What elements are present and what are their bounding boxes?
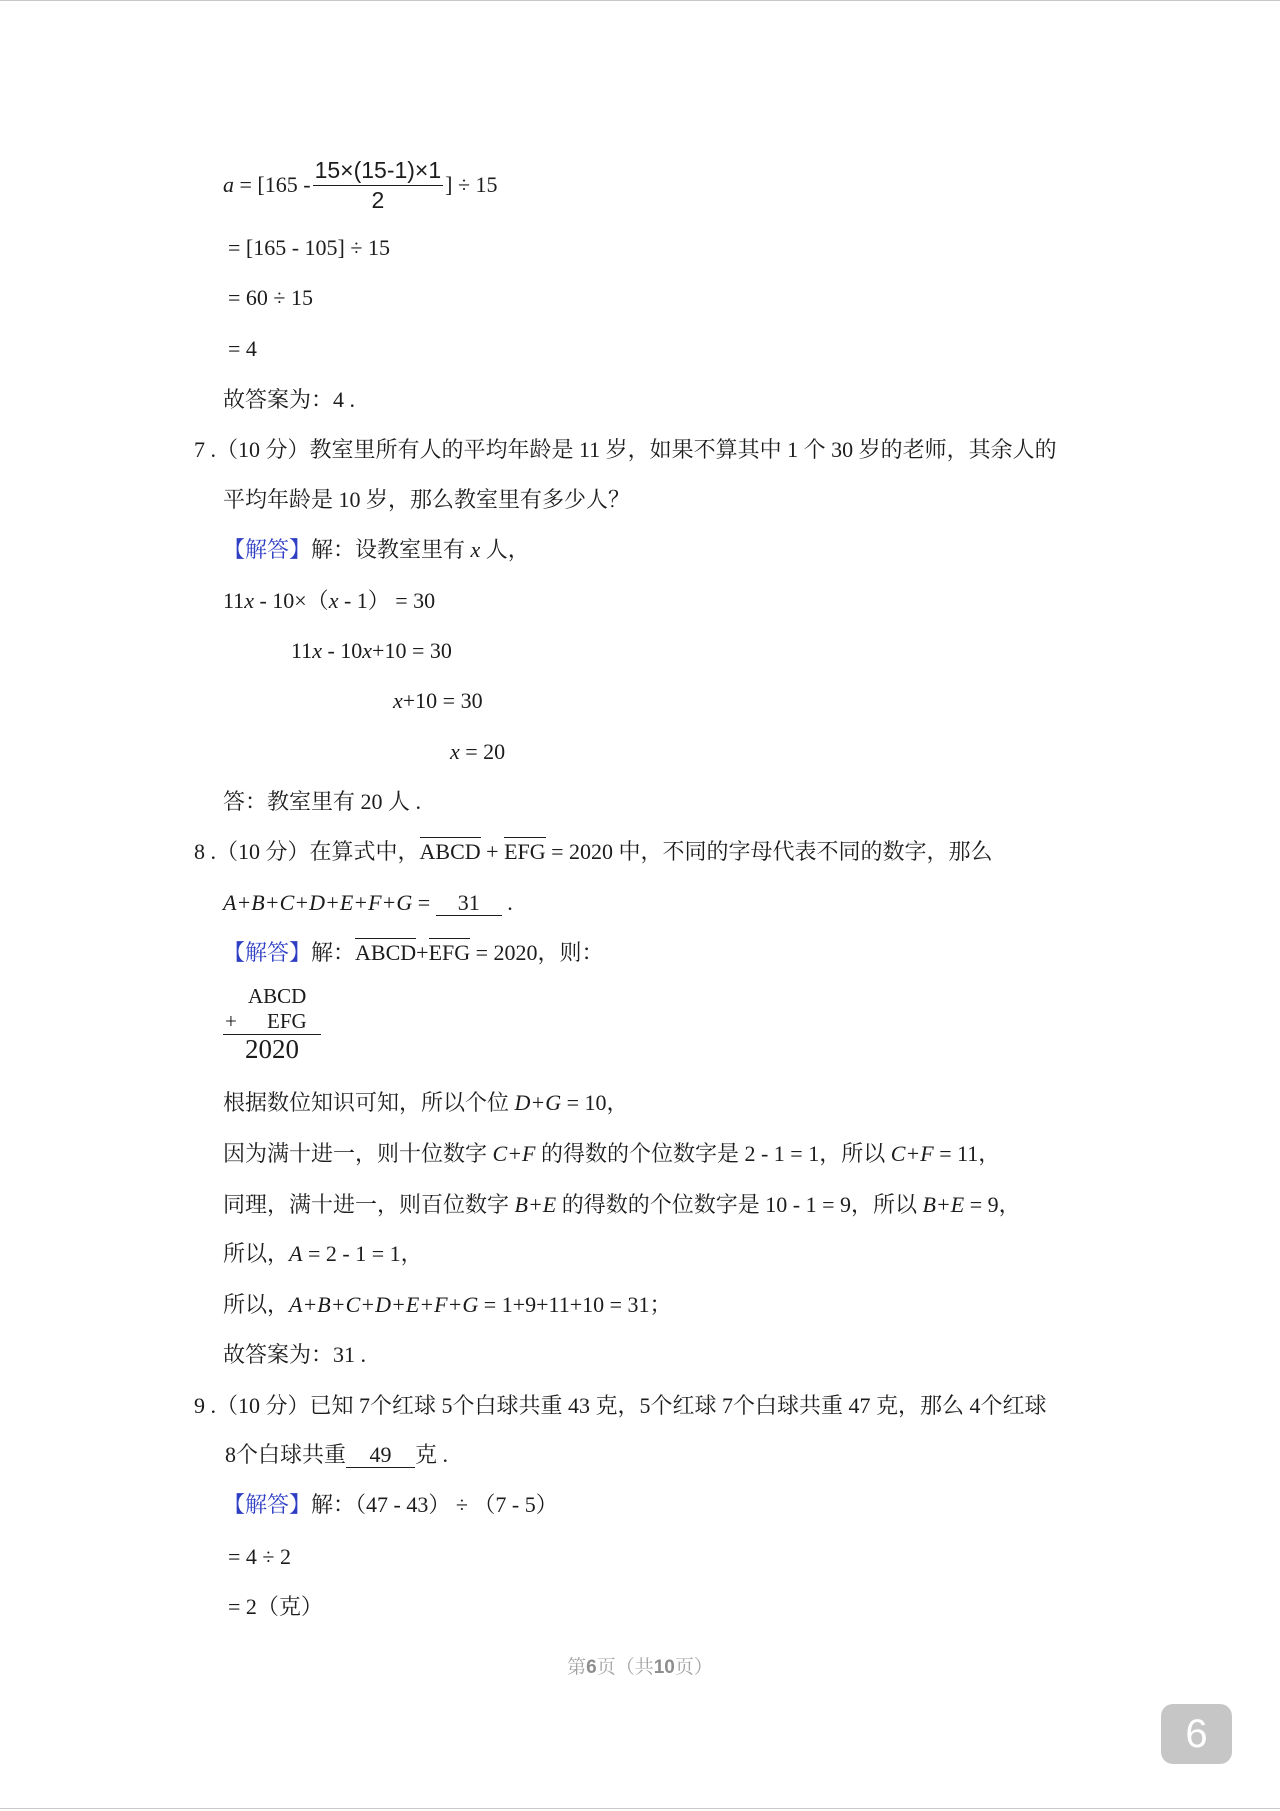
stem-text: 8个白球共重 [225,1442,347,1467]
intro-text: + [416,940,429,965]
footer-text: 页（共 [596,1657,654,1678]
q6-fraction-denominator: 2 [371,187,385,213]
stem-text: = [412,890,436,915]
stem-text: . [501,890,513,915]
q6-formula-suffix: ] ÷ 15 [445,172,498,197]
reason-text: = 9， [964,1192,1021,1217]
eq-part: 11 [223,588,245,613]
vertical-addend-top: ABCD [248,984,307,1008]
reason-text: = 10， [561,1090,629,1115]
reason-text: = 2 - 1 = 1， [302,1241,423,1266]
reason-text: 所以， [223,1292,290,1317]
q7-equation-2 [291,636,452,666]
top-edge-divider [0,0,1280,1]
q7-equation-1 [223,586,435,616]
vertical-plus-sign: + [225,1009,237,1033]
vertical-sum: 2020 [245,1034,299,1064]
eq-part: +10 = 30 [372,638,452,663]
q7-equation-4 [450,737,505,767]
stem-text: 8 .（10 分）在算式中， [194,839,420,864]
stem-text: 克 . [415,1442,449,1467]
q9-stem-line-1: 9 .（10 分）已知 7个红球 5个白球共重 43 克，5个红球 7个白球共重 47 克，那么 4个红球 [194,1393,1047,1418]
q8-reason-5 [223,1290,672,1320]
q8-vertical-addition [223,980,323,1070]
reason-var: C+F [492,1141,536,1166]
q6-fraction-numerator: 15×(15-1)×1 [313,156,444,186]
q7-solution-intro [223,535,530,565]
footer-page-total: 10 [653,1657,675,1678]
q7-stem-line-1: 7 .（10 分）教室里所有人的平均年龄是 11 岁，如果不算其中 1 个 30 岁的老师，其余人的 [194,437,1057,462]
q6-step-2: = 60 ÷ 15 [228,285,313,310]
q7-solution-tag: 【解答】 [223,537,312,562]
eq-var: x [244,588,254,613]
stem-text: = 2020 中，不同的字母代表不同的数字，那么 [545,839,993,864]
reason-var: A+B+C+D+E+F+G [289,1292,479,1317]
reason-text: 的得数的个位数字是 10 - 1 = 9，所以 [556,1192,923,1217]
footer-text: 第 [567,1657,587,1678]
vertical-addend-bottom: EFG [267,1009,307,1033]
intro-text: 解：（47 - 43） ÷ （7 - 5） [311,1492,558,1517]
eq-part: - 10 [321,638,363,663]
q9-step-1: = 4 ÷ 2 [228,1544,291,1569]
q6-step-3: = 4 [228,336,257,361]
q8-solution-intro [223,938,604,968]
intro-text: 解： [311,940,356,965]
overline-number: ABCD [355,940,417,965]
bottom-edge-divider [0,1808,1280,1809]
overline-number: EFG [428,940,471,965]
eq-part: 11 [291,638,313,663]
letter-sum: A+B+C+D+E+F+G [223,890,413,915]
q6-step-1: = [165 - 105] ÷ 15 [228,235,390,260]
reason-text: 同理，满十进一，则百位数字 [223,1192,515,1217]
reason-text: = 11， [933,1141,1001,1166]
page-number-badge: 6 [1161,1704,1232,1764]
answer-blank: 49 [346,1443,415,1468]
q7-answer: 答：教室里有 20 人 . [223,789,422,814]
page-footer [0,1652,1280,1679]
eq-part: - 1） = 30 [338,588,436,613]
q7-stem-line-2: 平均年龄是 10 岁，那么教室里有多少人？ [223,487,631,512]
q6-formula-prefix: = [165 - [234,172,311,197]
q9-solution-tag: 【解答】 [223,1492,312,1517]
stem-text: + [480,839,505,864]
q7-intro-tail: 人， [480,537,530,562]
q6-formula [223,156,498,214]
reason-var: B+E [514,1192,557,1217]
q8-stem-line-2 [223,888,513,918]
intro-text: = 2020，则： [470,940,604,965]
q8-reason-3 [223,1190,1021,1220]
q8-reason-1 [223,1088,629,1118]
reason-text: 所以， [223,1241,290,1266]
eq-var: x [362,638,373,663]
q6-var-a: a [223,172,234,197]
reason-text: 根据数位知识可知，所以个位 [223,1090,515,1115]
reason-var: D+G [514,1090,562,1115]
overline-number: ABCD [419,839,481,864]
q8-reason-2 [223,1139,1000,1169]
eq-var: x [312,638,322,663]
reason-var: C+F [890,1141,934,1166]
eq-var: x [328,588,339,613]
q7-equation-3 [393,686,483,716]
q6-answer: 故答案为：4 . [223,387,356,412]
q9-solution-intro [223,1490,558,1520]
reason-text: = 1+9+11+10 = 31； [478,1292,672,1317]
q8-answer: 故答案为：31 . [223,1342,367,1367]
q7-intro-text: 解：设教室里有 [311,537,471,562]
q9-step-2: = 2（克） [228,1594,323,1619]
q9-stem-line-2 [225,1440,448,1470]
reason-var: B+E [922,1192,965,1217]
q7-intro-var: x [470,537,481,562]
footer-page-number: 6 [586,1657,597,1678]
q8-solution-tag: 【解答】 [223,940,312,965]
q6-fraction [313,156,444,214]
reason-var: A [289,1241,303,1266]
eq-var: x [393,688,403,713]
footer-text: 页） [674,1657,713,1678]
eq-var: x [450,739,460,764]
answer-blank: 31 [436,891,502,916]
q8-stem-line-1 [194,837,993,867]
eq-part: +10 = 30 [402,688,483,713]
eq-part: - 10×（ [253,588,329,613]
reason-text: 的得数的个位数字是 2 - 1 = 1，所以 [535,1141,891,1166]
overline-number: EFG [504,839,546,864]
reason-text: 因为满十进一，则十位数字 [223,1141,493,1166]
eq-part: = 20 [459,739,506,764]
q8-reason-4 [223,1239,423,1269]
